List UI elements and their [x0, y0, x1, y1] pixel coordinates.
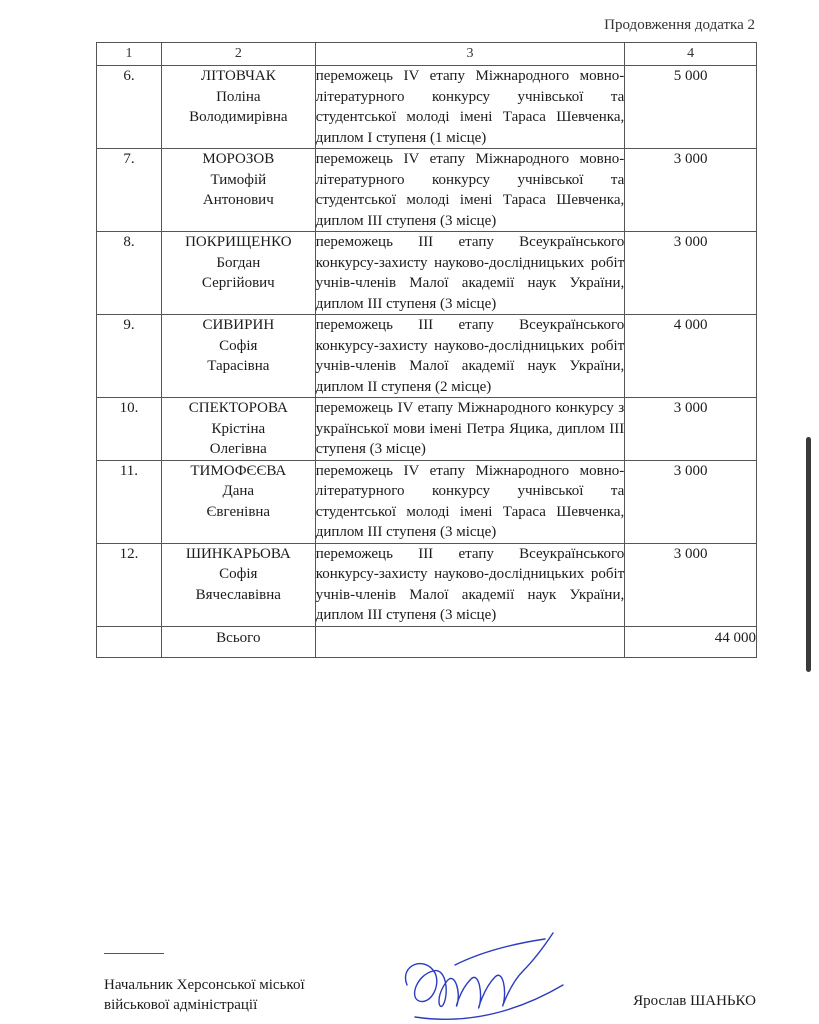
person-name: [161, 315, 315, 398]
person-name: [161, 232, 315, 315]
patronymic: Антонович: [202, 192, 274, 208]
table-row: [97, 460, 757, 543]
total-sum-value: 44 000: [714, 629, 756, 646]
first-name: Тимофій: [210, 171, 267, 188]
row-number: 8.: [97, 232, 162, 315]
first-name: Софія: [219, 566, 258, 582]
signatory-title-line: Начальник Херсонської міської: [104, 977, 305, 993]
continuation-label: Продовження додатка 2: [604, 17, 755, 33]
award-sum: [625, 232, 757, 315]
table-row: [97, 543, 757, 626]
person-name: [161, 149, 315, 232]
award-sum-value: 4 000: [673, 317, 708, 333]
award-description: переможець III етапу Всеукраїнського конкурсу-захисту науково-дослідницьких робіт учнів-членів Малої академії наук України, диплом II ступеня (2 місце): [315, 315, 624, 398]
table-row: [97, 149, 757, 232]
first-name: Богдан: [216, 254, 261, 271]
award-sum: [625, 315, 757, 398]
first-name: Софія: [219, 337, 258, 354]
scrollbar-thumb[interactable]: [806, 437, 811, 672]
person-name: [161, 398, 315, 461]
award-sum: [625, 543, 757, 626]
first-name: Поліна: [216, 88, 261, 105]
row-number: 7.: [97, 149, 162, 232]
row-number: 6.: [97, 66, 162, 149]
award-sum-value: 3 000: [673, 545, 708, 562]
award-description: переможець IV етапу Міжнародного мовно-літературного конкурсу учнівської та студентської молоді імені Тараса Шевченка, диплом III ступеня (3 місце): [315, 149, 624, 232]
signatory-title: [104, 975, 305, 1015]
person-name: [161, 543, 315, 626]
patronymic: Володимирівна: [189, 109, 288, 125]
award-sum: [625, 66, 757, 149]
award-sum: [625, 460, 757, 543]
surname: ПОКРИЩЕНКО: [185, 234, 292, 250]
award-sum: [625, 398, 757, 461]
table-row: [97, 315, 757, 398]
patronymic: Євгенівна: [206, 503, 271, 520]
award-description: переможець III етапу Всеукраїнського конкурсу-захисту науково-дослідницьких робіт учнів-членів Малої академії наук України, диплом III ступеня (3 місце): [315, 232, 624, 315]
column-header: 4: [625, 43, 757, 66]
table-row: [97, 66, 757, 149]
first-name: Крістіна: [211, 420, 266, 437]
table-header-row: [97, 43, 757, 66]
surname: СПЕКТОРОВА: [188, 400, 288, 416]
award-sum-value: 3 000: [673, 151, 708, 167]
row-number: 12.: [97, 543, 162, 626]
empty-cell: [315, 626, 624, 657]
award-description: переможець IV етапу Міжнародного конкурсу з української мови імені Петра Яцика, диплом III ступеня (3 місце): [315, 398, 624, 461]
row-number: 11.: [97, 460, 162, 543]
award-sum-value: 3 000: [673, 400, 708, 416]
column-header: 1: [97, 43, 162, 66]
patronymic: Сергійович: [201, 275, 275, 291]
signatory-name: Ярослав ШАНЬКО: [633, 993, 756, 1009]
award-description: переможець IV етапу Міжнародного мовно-літературного конкурсу учнівської та студентської молоді імені Тараса Шевченка, диплом III ступеня (3 місце): [315, 460, 624, 543]
surname: ЛІТОВЧАК: [200, 68, 276, 84]
total-label: Всього: [161, 626, 315, 657]
surname: ШИНКАРЬОВА: [185, 545, 291, 562]
handwritten-signature: [395, 925, 570, 1024]
award-sum: [625, 149, 757, 232]
surname: СИВИРИН: [202, 317, 275, 333]
total-row: [97, 626, 757, 657]
award-description: переможець III етапу Всеукраїнського конкурсу-захисту науково-дослідницьких робіт учнів-членів Малої академії наук України, диплом III ступеня (3 місце): [315, 543, 624, 626]
awards-table: [96, 42, 757, 658]
divider: [104, 953, 164, 954]
award-description: переможець IV етапу Міжнародного мовно-літературного конкурсу учнівської та студентської молоді імені Тараса Шевченка, диплом I ступеня (1 місце): [315, 66, 624, 149]
patronymic: Тарасівна: [207, 358, 270, 374]
patronymic: Олегівна: [209, 441, 267, 457]
surname: ТИМОФЄЄВА: [190, 462, 287, 479]
column-header: 2: [161, 43, 315, 66]
table-row: [97, 398, 757, 461]
patronymic: Вячеславівна: [195, 586, 281, 603]
column-header: 3: [315, 43, 624, 66]
award-sum-value: 3 000: [673, 234, 708, 250]
award-sum-value: 3 000: [673, 462, 708, 479]
row-number: 9.: [97, 315, 162, 398]
person-name: [161, 460, 315, 543]
award-sum-value: 5 000: [673, 68, 708, 84]
surname: МОРОЗОВ: [202, 151, 275, 167]
first-name: Дана: [222, 483, 255, 499]
empty-cell: [97, 626, 162, 657]
person-name: [161, 66, 315, 149]
table-row: [97, 232, 757, 315]
signatory-title-line: військової адміністрації: [104, 997, 258, 1013]
row-number: 10.: [97, 398, 162, 461]
total-sum: [625, 626, 757, 657]
